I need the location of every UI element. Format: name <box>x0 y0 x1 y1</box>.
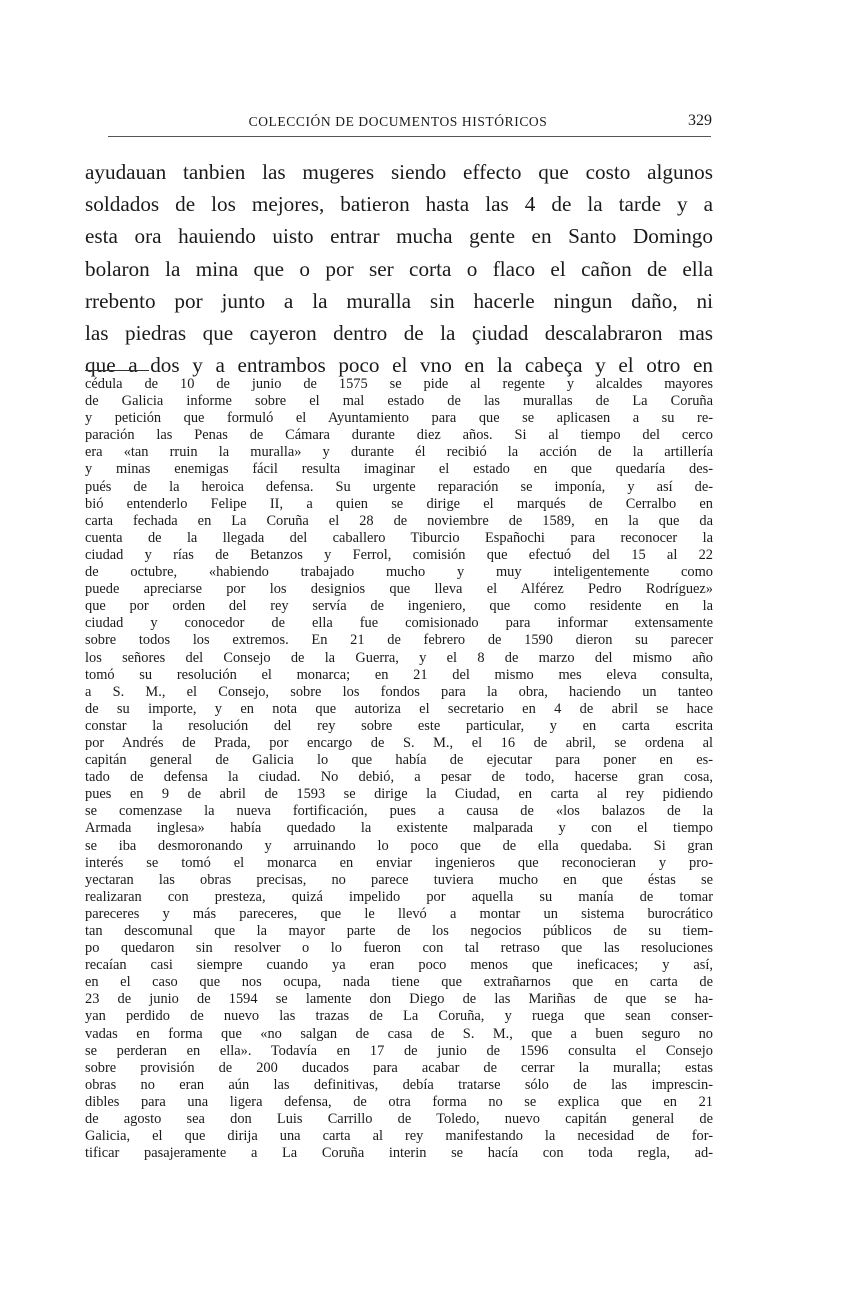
footnote-line: era «tan rruin la muralla» y durante él recibió la acción de la artillería <box>85 444 713 461</box>
footnote-line: se comenzase la nueva fortificación, pues a causa de «los balazos de la <box>85 803 713 820</box>
page-number: 329 <box>688 112 712 129</box>
footnote-line: yectaran las obras precisas, no parece tuviera mucho en que éstas se <box>85 871 713 888</box>
main-text-line: que a dos y a entrambos poco el vno en la cabeça y el otro en <box>85 353 713 378</box>
footnote-line: puede apreciarse por los designios que lleva el Alférez Pedro Rodríguez» <box>85 581 713 598</box>
footnote-line: 23 de junio de 1594 se lamente don Diego de las Mariñas de que se ha- <box>85 991 713 1008</box>
main-text-line: las piedras que cayeron dentro de la çiudad descalabraron mas <box>85 320 713 345</box>
footnote-line: bió entenderlo Felipe II, a quien se dirige el marqués de Cerralbo en <box>85 495 713 512</box>
footnote-line: ciudad y rías de Betanzos y Ferrol, comisión que efectuó del 15 al 22 <box>85 546 713 563</box>
footnote-line: tado de defensa la ciudad. No debió, a pesar de todo, hacerse gran cosa, <box>85 769 713 786</box>
footnote-line: cuenta de la llegada del caballero Tiburcio Españochi para reconocer la <box>85 529 713 546</box>
footnote-line: sobre todos los extremos. En 21 de febrero de 1590 dieron su parecer <box>85 632 713 649</box>
footnote-line: se iba desmoronando y arruinando lo poco que de ella quedaba. Si gran <box>85 837 713 854</box>
footnote-line: vadas en forma que «no salgan de casa de S. M., que a buen seguro no <box>85 1025 713 1042</box>
footnote-line <box>85 1162 713 1179</box>
main-text-line: bolaron la mina que o por ser corta o flaco el cañon de ella <box>85 256 713 281</box>
running-header <box>84 112 712 138</box>
footnote-line: los señores del Consejo de la Guerra, y el 8 de marzo del mismo año <box>85 649 713 666</box>
main-text-line: esta ora hauiendo uisto entrar mucha gente en Santo Domingo <box>85 224 713 249</box>
footnote-line: pareceres y más pareceres, que le llevó a montar un sistema burocrático <box>85 905 713 922</box>
footnote-line: po quedaron sin resolver o lo fueron con tal retraso que las resoluciones <box>85 940 713 957</box>
footnote-line: interés se tomó el monarca en enviar ingenieros que reconocieran y pro- <box>85 854 713 871</box>
footnote-line: de agosto sea don Luis Carrillo de Toledo, nuevo capitán general de <box>85 1111 713 1128</box>
footnote-line: dibles para una ligera defensa, de otra forma no se explica que en 21 <box>85 1093 713 1110</box>
footnote-line: carta fechada en La Coruña el 28 de noviembre de 1589, en la que da <box>85 512 713 529</box>
footnote-line: tificar pasajeramente a La Coruña interin se hacía con toda regla, ad- <box>85 1145 713 1162</box>
footnote-line: y petición que formuló el Ayuntamiento para que se aplicasen a su re- <box>85 410 713 427</box>
footnote-line: de Galicia informe sobre el mal estado de las murallas de La Coruña <box>85 393 713 410</box>
main-text <box>85 156 713 381</box>
footnote-line: realizaran con presteza, quizá impelido por aquella su manía de tomar <box>85 888 713 905</box>
footnote-line: pues en 9 de abril de 1593 se dirige la Ciudad, en carta al rey pidiendo <box>85 786 713 803</box>
footnote-line: ciudad y conocedor de ella fue comisionado para informar extensamente <box>85 615 713 632</box>
footnote-line: por Andrés de Prada, por encargo de S. M., el 16 de abril, se ordena al <box>85 734 713 751</box>
footnote-line: tomó su resolución el monarca; en 21 del mismo mes eleva consulta, <box>85 666 713 683</box>
footnote-line: en el caso que nos ocupa, nada tiene que extrañarnos que en carta de <box>85 974 713 991</box>
footnote-line: y minas enemigas fácil resulta imaginar el estado en que quedaría des- <box>85 461 713 478</box>
footnote-line: obras no eran aún las definitivas, debía tratarse sólo de las imprescin- <box>85 1076 713 1093</box>
footnote-line: capitán general de Galicia lo que había de ejecutar para poner en es- <box>85 752 713 769</box>
footnote-rule <box>85 370 149 371</box>
footnote-line: tan descomunal que la mayor parte de los negocios públicos de su tiem- <box>85 923 713 939</box>
footnote-line: a S. M., el Consejo, sobre los fondos para la obra, haciendo un tanteo <box>85 683 713 700</box>
footnote-line: de su importe, y en nota que autoriza el secretario en 4 de abril se hace <box>85 700 713 717</box>
footnote-line: cédula de 10 de junio de 1575 se pide al regente y alcaldes mayores <box>85 376 713 392</box>
footnote-line: pués de la heroica defensa. Su urgente reparación se imponía, y así de- <box>85 478 713 495</box>
footnote-line: constar la resolución del rey sobre este particular, y en carta escrita <box>85 717 713 734</box>
footnote-line: de octubre, «habiendo trabajado mucho y muy inteligentemente como <box>85 564 713 581</box>
footnote-line: sobre provisión de 200 ducados para acabar de cerrar la muralla; estas <box>85 1059 713 1076</box>
running-title: COLECCIÓN DE DOCUMENTOS HISTÓRICOS <box>248 114 548 129</box>
main-text-line: soldados de los mejores, batieron hasta las 4 de la tarde y a <box>85 192 713 217</box>
main-text-line: rrebento por junto a la muralla sin hacerle ningun daño, ni <box>85 288 713 313</box>
footnote-line: recaían casi siempre cuando ya eran poco menos que ineficaces; y así, <box>85 957 713 974</box>
footnote-line: Galicia, el que dirija una carta al rey manifestando la necesidad de for- <box>85 1128 713 1145</box>
main-text-line: ayudauan tanbien las mugeres siendo effecto que costo algunos <box>85 160 713 184</box>
footnote-line: Armada inglesa» había quedado la existente malparada y con el tiempo <box>85 820 713 837</box>
footnote-line: se perderan en ella». Todavía en 17 de junio de 1596 consulta el Consejo <box>85 1042 713 1059</box>
header-rule <box>108 136 711 137</box>
footnote-line: yan perdido de nuevo las trazas de La Coruña, y ruega que sean conser- <box>85 1008 713 1025</box>
footnote-line: paración las Penas de Cámara durante diez años. Si al tiempo del cerco <box>85 427 713 444</box>
footnote <box>85 376 713 1179</box>
footnote-line: que por orden del rey servía de ingeniero, que como residente en la <box>85 598 713 615</box>
